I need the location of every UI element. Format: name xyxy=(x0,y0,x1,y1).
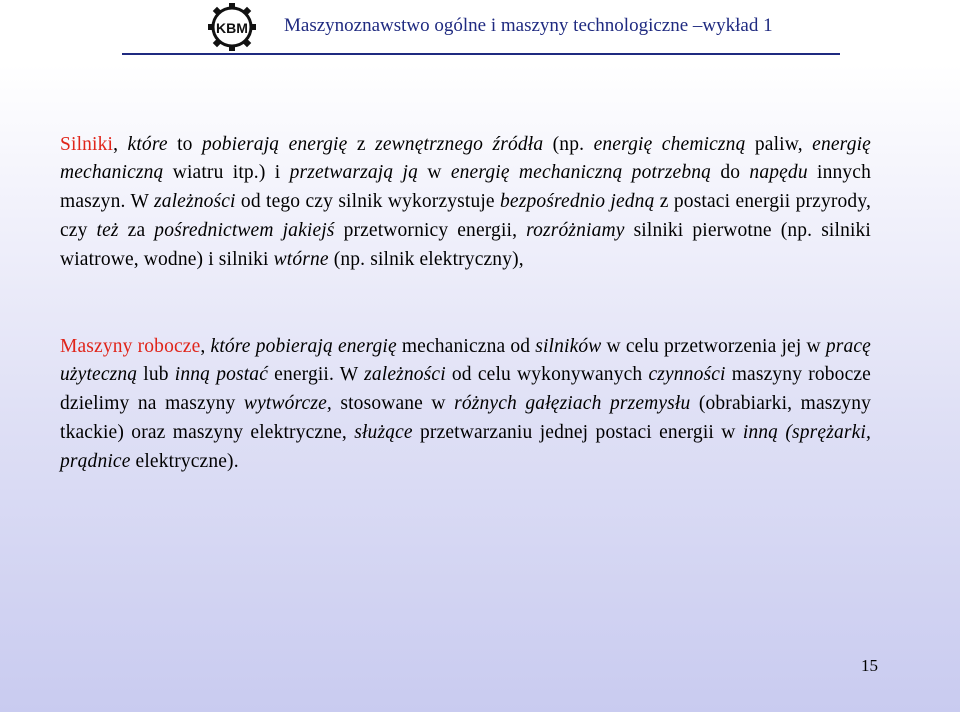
text-segment: inną postać xyxy=(174,364,269,386)
text-segment: lub xyxy=(137,364,175,386)
text-segment: wytwórcze, xyxy=(243,393,332,415)
text-segment: wiatru itp.) i xyxy=(163,162,290,184)
text-segment: które xyxy=(127,133,168,155)
text-segment: , xyxy=(200,335,211,357)
header-title: Maszynoznawstwo ogólne i maszyny technologiczne –wykład 1 xyxy=(284,15,773,36)
text-segment: zależności xyxy=(153,191,236,213)
text-segment: zależności xyxy=(364,364,446,386)
text-segment: silniki pierwotne (np. silniki wiatrowe, wodne) i silniki xyxy=(60,219,872,270)
text-segment: wtórne xyxy=(273,248,329,270)
text-segment: stosowane w xyxy=(331,393,455,415)
text-segment: służące xyxy=(354,421,413,443)
text-segment: różnych gałęziach przemysłu xyxy=(454,393,691,415)
text-segment: paliw, xyxy=(745,133,813,155)
text-segment: do xyxy=(711,162,750,184)
text-segment: elektryczne). xyxy=(130,450,239,472)
text-segment: pracę użyteczną xyxy=(60,335,871,386)
text-segment: od celu wykonywanych xyxy=(445,364,649,386)
text-segment: za xyxy=(118,219,155,241)
paragraph-silniki xyxy=(60,131,871,275)
page-number: 15 xyxy=(861,656,878,675)
text-segment: z xyxy=(347,133,376,155)
text-segment: napędu xyxy=(749,162,808,184)
text-segment: też xyxy=(96,219,119,241)
text-segment: (np. silnik elektryczny), xyxy=(328,248,524,270)
header-divider xyxy=(122,53,840,55)
text-segment: zewnętrznego źródła xyxy=(375,133,544,155)
paragraph-maszyny-robocze xyxy=(60,333,871,477)
text-segment: przetwarzaniu jednej postaci energii w xyxy=(412,421,743,443)
term-highlight: Silniki xyxy=(60,133,114,155)
text-segment: z postaci energii przyrody, czy xyxy=(60,191,871,241)
svg-text:KBM: KBM xyxy=(216,20,248,36)
text-segment: od tego czy silnik wykorzystuje xyxy=(235,191,501,213)
text-segment: pośrednictwem jakiejś xyxy=(154,219,335,241)
term-highlight: Maszyny robocze xyxy=(60,335,201,357)
text-segment: silników xyxy=(535,335,602,357)
slide-header xyxy=(0,0,960,60)
text-segment: energię chemiczną xyxy=(593,133,746,155)
text-segment: w xyxy=(418,162,451,184)
text-segment: to xyxy=(167,133,202,155)
text-segment: czynności xyxy=(648,364,726,386)
text-segment: energię mechaniczną potrzebną xyxy=(450,162,712,184)
text-segment: (obrabiarki, maszyny tkackie) oraz maszyny elektryczne, xyxy=(60,393,871,443)
text-segment: inną (sprężarki, prądnice xyxy=(60,421,871,472)
text-segment: (np. xyxy=(543,133,594,155)
text-segment: które pobierają energię xyxy=(210,335,397,357)
text-segment: bezpośrednio jedną xyxy=(500,191,655,213)
text-segment: energię mechaniczną xyxy=(60,133,871,184)
text-segment: przetwarzają ją xyxy=(289,162,419,184)
text-segment: mechaniczna od xyxy=(396,335,536,357)
text-segment: , xyxy=(113,133,128,155)
text-segment: energii. W xyxy=(268,364,365,386)
text-segment: w celu przetworzenia jej w xyxy=(601,335,826,357)
text-segment: pobierają energię xyxy=(201,133,348,155)
text-segment: maszyny robocze dzielimy na maszyny xyxy=(60,364,871,415)
kbm-logo xyxy=(206,2,258,52)
text-segment: przetwornicy energii, xyxy=(334,219,527,241)
text-segment: innych maszyn. W xyxy=(60,162,871,213)
text-segment: rozróżniamy xyxy=(526,219,625,241)
